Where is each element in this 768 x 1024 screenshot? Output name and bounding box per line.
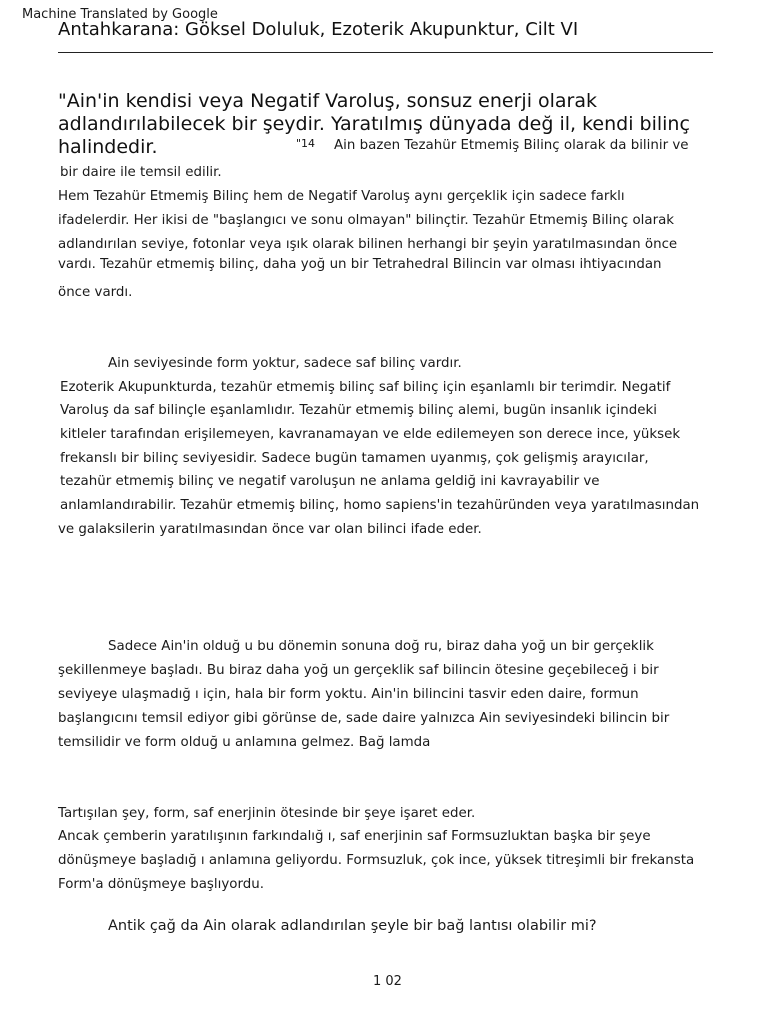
paragraph-line: seviyeye ulaşmadığ ı için, hala bir form yoktu. Ain'in bilincini tasvir eden daire, formun: [58, 687, 639, 702]
quote-line: "Ain'in kendisi veya Negatif Varoluş, sonsuz enerji olarak: [58, 90, 598, 112]
paragraph-line: adlandırılan seviye, fotonlar veya ışık olarak bilinen herhangi bir şeyin yaratılmasından önce: [58, 237, 678, 252]
paragraph-line: başlangıcını temsil ediyor gibi görünse de, sade daire yalnızca Ain seviyesindeki bilincin bir: [58, 711, 670, 726]
paragraph-line: vardı. Tezahür etmemiş bilinç, daha yoğ un bir Tetrahedral Bilincin var olması ihtiyacından: [58, 257, 662, 272]
paragraph-line: Ezoterik Akupunkturda, tezahür etmemiş bilinç saf bilinç için eşanlamlı bir terimdir. Negatif: [60, 380, 671, 395]
paragraph-line: Form'a dönüşmeye başlıyordu.: [58, 877, 264, 892]
paragraph-line: Tartışılan şey, form, saf enerjinin ötesinde bir şeye işaret eder.: [58, 806, 476, 821]
paragraph-line: ifadelerdir. Her ikisi de "başlangıcı ve sonu olmayan" bilinçtir. Tezahür Etmemiş Bilinç olarak: [58, 213, 675, 228]
paragraph-line: Sadece Ain'in olduğ u bu dönemin sonuna doğ ru, biraz daha yoğ un bir gerçeklik: [108, 639, 654, 654]
paragraph-line: anlamlandırabilir. Tezahür etmemiş bilinç, homo sapiens'in tezahüründen veya yaratılmasından: [60, 498, 700, 513]
paragraph-line: Varoluş da saf bilinçle eşanlamlıdır. Tezahür etmemiş bilinç alemi, bugün insanlık içindeki: [60, 403, 657, 418]
quote-line: halindedir.: [58, 136, 158, 158]
paragraph-line: Ain seviyesinde form yoktur, sadece saf bilinç vardır.: [108, 356, 462, 371]
paragraph-line: dönüşmeye başladığ ı anlamına geliyordu. Formsuzluk, çok ince, yüksek titreşimli bir frekansta: [58, 853, 695, 868]
question-line: Antik çağ da Ain olarak adlandırılan şeyle bir bağ lantısı olabilir mi?: [108, 918, 597, 934]
paragraph-line: bir daire ile temsil edilir.: [60, 165, 222, 180]
paragraph-line: temsilidir ve form olduğ u anlamına gelmez. Bağ lamda: [58, 735, 431, 750]
quote-continuation: Ain bazen Tezahür Etmemiş Bilinç olarak da bilinir ve: [334, 138, 689, 153]
paragraph-line: Ancak çemberin yaratılışının farkındalığ ı, saf enerjinin saf Formsuzluktan başka bir şeye: [58, 829, 651, 844]
machine-translated-banner: Machine Translated by Google: [22, 7, 218, 22]
paragraph-line: ve galaksilerin yaratılmasından önce var olan bilinci ifade eder.: [58, 522, 482, 537]
paragraph-line: frekanslı bir bilinç seviyesidir. Sadece bugün tamamen uyanmış, çok gelişmiş arayıcılar,: [60, 451, 649, 466]
paragraph-line: kitleler tarafından erişilemeyen, kavranamayan ve elde edilemeyen son derece ince, yüksek: [60, 427, 681, 442]
quote-line: adlandırılabilecek bir şeydir. Yaratılmış dünyada değ il, kendi bilinç: [58, 113, 690, 135]
paragraph-line: şekillenmeye başladı. Bu biraz daha yoğ un gerçeklik saf bilincin ötesine geçebileceğ i bir: [58, 663, 659, 678]
page-header-title: Antahkarana: Göksel Doluluk, Ezoterik Akupunktur, Cilt VI: [58, 19, 579, 40]
header-rule: [58, 52, 713, 53]
footnote-ref: "14: [296, 137, 316, 150]
paragraph-line: tezahür etmemiş bilinç ve negatif varoluşun ne anlama geldiğ ini kavrayabilir ve: [60, 474, 600, 489]
page-number: 1 02: [373, 974, 402, 989]
paragraph-line: Hem Tezahür Etmemiş Bilinç hem de Negatif Varoluş aynı gerçeklik için sadece farklı: [58, 189, 625, 204]
paragraph-line: önce vardı.: [58, 285, 133, 300]
